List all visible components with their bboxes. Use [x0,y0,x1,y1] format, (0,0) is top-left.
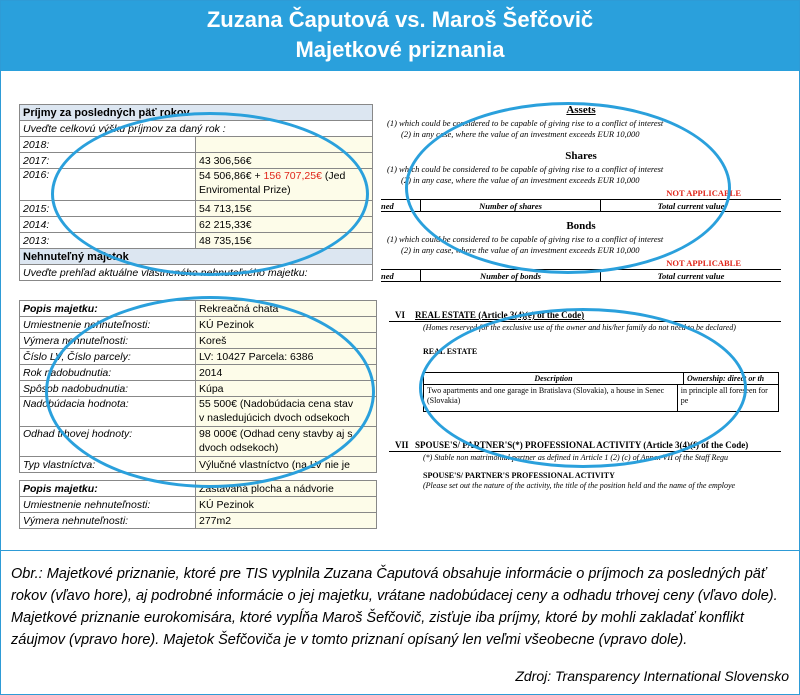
field-label: Výmera nehnuteľnosti: [20,513,196,529]
prize-amount: 156 707,25€ [263,170,322,182]
income-value: 48 735,15€ [196,233,373,249]
highlight-ellipse-property [45,296,375,488]
property-ownership: in principle all foreseen for pe [680,386,768,405]
year-label: 2016: [20,169,196,201]
shares-title: Shares [565,150,597,162]
income-section-title: Príjmy za posledných päť rokov [20,105,373,121]
title-line-1: Zuzana Čaputová vs. Maroš Šefčovič [206,7,594,32]
field-value: 2014 [196,365,377,381]
field-value: Rekreačná chata [196,301,377,317]
highlight-ellipse-real-estate [419,308,747,468]
year-label: 2018: [20,137,196,153]
field-value: Výlučné vlastníctvo (na LV nie je [196,457,377,473]
property-instruction: Uveďte prehľad aktuálne vlastneného nehnuteľného majetku: [20,265,373,281]
field-value: Koreš [196,333,377,349]
col-description: Description [424,373,684,384]
bonds-columns: ned Number of bonds Total current value [381,269,781,282]
not-applicable-label: NOT APPLICABLE [666,258,741,268]
field-value: LV: 10427 Parcela: 6386 [196,349,377,365]
caption-box [1,550,799,694]
assets-title: Assets [566,104,596,116]
section-vi-heading: VI REAL ESTATE (Article 3(4)(e) of the Code) [389,310,781,322]
field-value: KÚ Pezinok [196,497,377,513]
year-label: 2015: [20,201,196,217]
field-label: Umiestnenie nehnuteľnosti: [20,317,196,333]
field-value: KÚ Pezinok [196,317,377,333]
bonds-condition-2: (2) in any case, where the value of an investment exceeds EUR 10,000 [401,245,640,255]
field-label: Typ vlastníctva: [20,457,196,473]
field-label: Popis majetku: [20,481,196,497]
year-label: 2013: [20,233,196,249]
assets-condition-2: (2) in any case, where the value of an investment exceeds EUR 10,000 [401,129,640,139]
property-section-title: Nehnuteľný majetok [20,249,373,265]
col-ownership: Ownership: direct or th [687,374,765,383]
highlight-ellipse-income [51,112,369,276]
field-label: Číslo LV, Číslo parcely: [20,349,196,365]
field-value: 98 000€ (Odhad ceny stavby aj s dvoch odsekoch) [196,427,377,457]
income-value: 43 306,56€ [196,153,373,169]
property-description: Two apartments and one garage in Bratislava (Slovakia), a house in Senec (Slovakia) [424,385,678,411]
field-value: Zastavaná plocha a nádvorie [196,481,377,497]
header-banner [1,1,799,71]
field-label: Výmera nehnuteľnosti: [20,333,196,349]
field-label: Umiestnenie nehnuteľnosti: [20,497,196,513]
section-vii-note: (*) Stable non matrimonial partner as defined in Article 1 (2) (c) of Annex VII of the Staff Regu [423,453,728,462]
spouse-activity-note: (Please set out the nature of the activity, the title of the position held and the name of the employe [423,481,736,490]
year-label: 2014: [20,217,196,233]
income-value: 54 713,15€ [196,201,373,217]
section-vii-heading: VII SPOUSE'S/ PARTNER'S(*) PROFESSIONAL ACTIVITY (Article 3(4)(f) of the Code) [389,440,781,452]
real-estate-label: REAL ESTATE [423,347,478,356]
assets-condition-1: (1) which could be considered to be capable of giving rise to a conflict of interest [387,118,664,128]
highlight-ellipse-assets [405,102,731,274]
title-line-2: Majetkové priznania [295,37,505,62]
field-label: Nadobúdacia hodnota: [20,397,196,427]
income-value-2016: 54 506,86€ + 156 707,25€ (Jed Enviromental Prize) [196,169,373,201]
not-applicable-label: NOT APPLICABLE [666,188,741,198]
shares-condition-1: (1) which could be considered to be capable of giving rise to a conflict of interest [387,164,664,174]
field-value: Kúpa [196,381,377,397]
section-vi-note: (Homes reserved for the exclusive use of the owner and his/her family do not need to be declared) [423,323,736,332]
field-label: Rok nadobudnutia: [20,365,196,381]
field-value: 55 500€ (Nadobúdacia cena stav v nasledujúcich dvoch odsekoch [196,397,377,427]
income-instruction: Uveďte celkovú výšku príjmov za daný rok : [20,121,373,137]
field-value: 277m2 [196,513,377,529]
field-label: Spôsob nadobudnutia: [20,381,196,397]
shares-condition-2: (2) in any case, where the value of an investment exceeds EUR 10,000 [401,175,640,185]
document-scans [1,72,799,550]
caption-text: Obr.: Majetkové priznanie, ktoré pre TIS vyplnila Zuzana Čaputová obsahuje informácie o príjmoch za posledných päť rokov (vľavo hore), aj podrobné informácie o jej majetku, vrátane nadobúdacej ceny a odhadu trhovej ceny (vľavo dole). Majetkové priznanie eurokomisára, ktoré vypĺňa Maroš Šefčovič, zisťuje iba príjmy, ktoré by mohli zakladať konflikt záujmov (vpravo hore). Majetok Šefčoviča je v tomto priznaní opísaný len veľmi všeobecne (vpravo dole). [11,566,778,648]
income-value: 62 215,33€ [196,217,373,233]
shares-columns: ned Number of shares Total current value [381,199,781,212]
field-label: Popis majetku: [20,301,196,317]
source-credit: Zdroj: Transparency International Slovensko [515,668,789,684]
field-label: Odhad trhovej hodnoty: [20,427,196,457]
bonds-condition-1: (1) which could be considered to be capable of giving rise to a conflict of interest [387,234,664,244]
spouse-activity-label: SPOUSE'S/ PARTNER'S PROFESSIONAL ACTIVITY [423,471,615,480]
year-label: 2017: [20,153,196,169]
bonds-title: Bonds [566,220,596,232]
